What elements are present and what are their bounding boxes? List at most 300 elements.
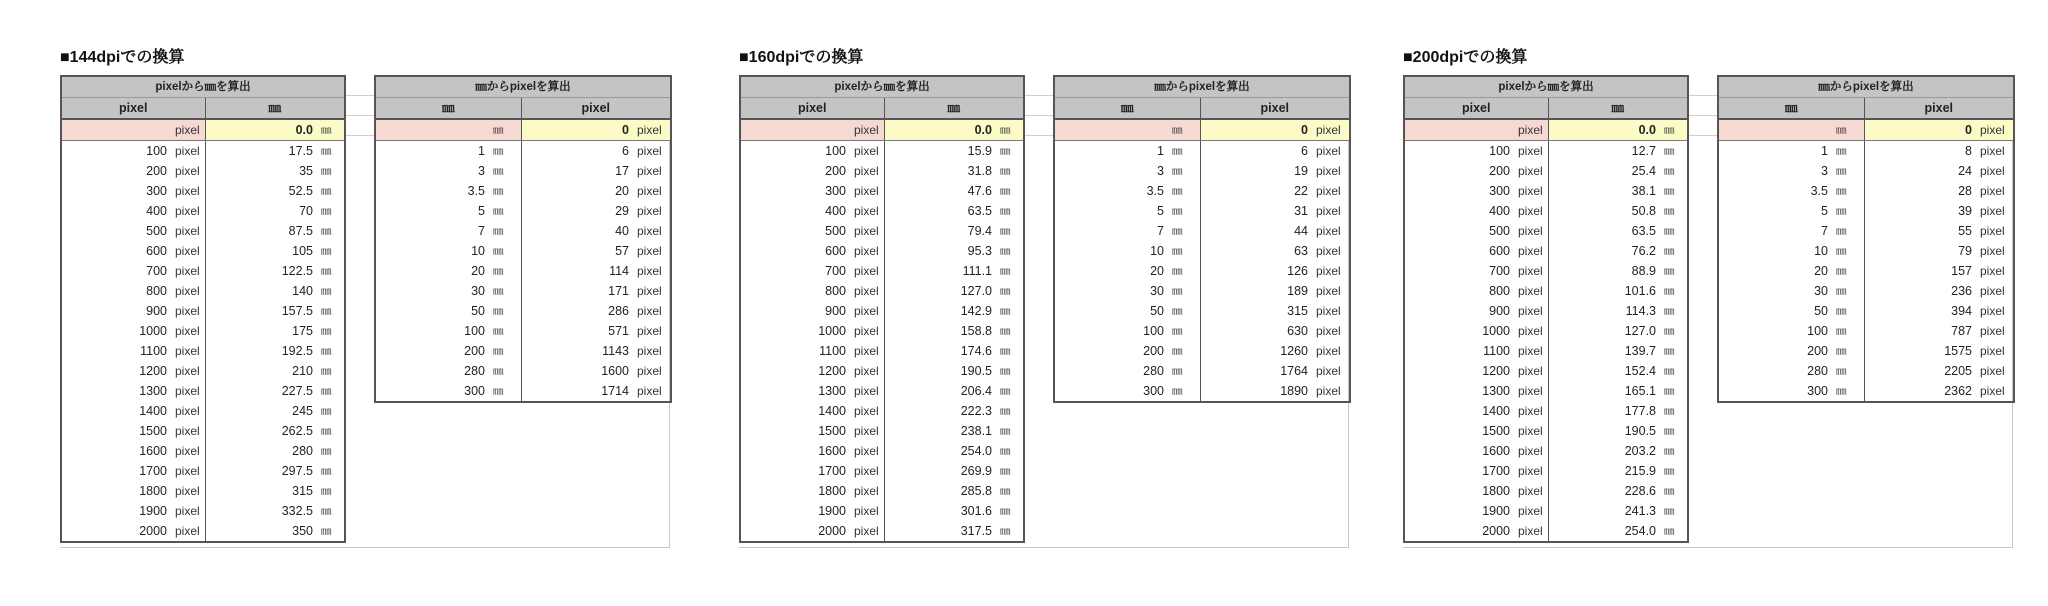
pixel-value: 24 [1958, 164, 1972, 178]
table-row [1718, 361, 2014, 381]
mm-value: 50.8 [1631, 204, 1656, 218]
unit-label: pixel [850, 481, 884, 501]
mm-value: 50 [471, 304, 485, 318]
mm-to-pixel-header: ㎜からpixelを算出 [1718, 76, 2014, 98]
mm-value: 241.3 [1624, 504, 1656, 518]
table-row [1718, 241, 2014, 261]
unit-label: pixel [850, 241, 884, 261]
table-row [375, 381, 671, 402]
mm-value: 140 [292, 284, 313, 298]
unit-label: pixel [1514, 161, 1548, 181]
pixel-value: 700 [1489, 264, 1510, 278]
unit-label: ㎜ [1660, 119, 1688, 141]
mm-value: 3 [1821, 164, 1828, 178]
pixel-value: 787 [1951, 324, 1972, 338]
unit-label: pixel [637, 384, 662, 398]
pixel-value: 1900 [1482, 504, 1510, 518]
table-row [1054, 241, 1350, 261]
table-row [1054, 201, 1350, 221]
table-row [1404, 421, 1688, 441]
pixel-value: 8 [1965, 144, 1972, 158]
unit-label: pixel [171, 381, 205, 401]
pixel-value: 1300 [818, 384, 846, 398]
mm-value: 238.1 [960, 424, 992, 438]
unit-label: ㎜ [1832, 341, 1864, 361]
section-title: ■200dpiでの換算 [1403, 49, 1528, 66]
unit-label: pixel [1514, 261, 1548, 281]
unit-label: ㎜ [1000, 165, 1011, 177]
mm-value: 206.4 [960, 384, 992, 398]
input-row [1054, 119, 1350, 141]
grid-line [1023, 95, 1053, 96]
pixel-result-cell: 0 [521, 119, 633, 141]
unit-label: ㎜ [1832, 301, 1864, 321]
mm-value: 7 [478, 224, 485, 238]
unit-label: ㎜ [1664, 505, 1675, 517]
grid-line [1023, 115, 1053, 116]
pixel-value: 1900 [818, 504, 846, 518]
mm-value: 317.5 [960, 524, 992, 538]
pixel-value: 800 [1489, 284, 1510, 298]
table-row [1054, 181, 1350, 201]
unit-label: ㎜ [1000, 225, 1011, 237]
unit-label: ㎜ [1000, 405, 1011, 417]
pixel-value: 1800 [139, 484, 167, 498]
table-row [1404, 321, 1688, 341]
unit-label: pixel [850, 221, 884, 241]
mm-value: 285.8 [960, 484, 992, 498]
col-header-pixel: pixel [1864, 98, 2014, 120]
unit-label: pixel [171, 421, 205, 441]
table-row [1404, 301, 1688, 321]
unit-label: pixel [171, 221, 205, 241]
mm-value: 222.3 [960, 404, 992, 418]
unit-label: pixel [1980, 144, 2005, 158]
unit-label: pixel [1316, 264, 1341, 278]
unit-label: ㎜ [1168, 261, 1200, 281]
mm-value: 10 [471, 244, 485, 258]
unit-label: pixel [850, 381, 884, 401]
pixel-value: 1700 [818, 464, 846, 478]
table-row [1404, 161, 1688, 181]
unit-label: pixel [637, 304, 662, 318]
unit-label: ㎜ [489, 361, 521, 381]
pixel-value: 394 [1951, 304, 1972, 318]
table-row [1404, 381, 1688, 401]
pixel-value: 700 [825, 264, 846, 278]
unit-label: ㎜ [489, 321, 521, 341]
table-row [740, 421, 1024, 441]
unit-label: pixel [171, 301, 205, 321]
table-row [1404, 501, 1688, 521]
mm-value: 315 [292, 484, 313, 498]
pixel-input-cell[interactable] [61, 119, 171, 141]
unit-label: ㎜ [1664, 385, 1675, 397]
unit-label: ㎜ [321, 305, 332, 317]
pixel-input-cell[interactable] [1404, 119, 1514, 141]
pixel-value: 500 [146, 224, 167, 238]
pixel-value: 1700 [139, 464, 167, 478]
input-row [1718, 119, 2014, 141]
mm-value: 210 [292, 364, 313, 378]
unit-label: pixel [1980, 264, 2005, 278]
unit-label: pixel [1514, 421, 1548, 441]
table-row [740, 281, 1024, 301]
table-row [61, 341, 345, 361]
unit-label: ㎜ [1168, 301, 1200, 321]
mm-input-cell[interactable] [1718, 119, 1832, 141]
mm-value: 7 [1157, 224, 1164, 238]
pixel-value: 1260 [1280, 344, 1308, 358]
pixel-value: 28 [1958, 184, 1972, 198]
table-row [61, 361, 345, 381]
pixel-value: 63 [1294, 244, 1308, 258]
mm-value: 127.0 [1624, 324, 1656, 338]
pixel-value: 1500 [818, 424, 846, 438]
table-row [1054, 301, 1350, 321]
unit-label: pixel [850, 441, 884, 461]
pixel-value: 55 [1958, 224, 1972, 238]
mm-value: 142.9 [960, 304, 992, 318]
mm-value: 190.5 [960, 364, 992, 378]
unit-label: pixel [171, 241, 205, 261]
table-row [740, 261, 1024, 281]
pixel-value: 1200 [818, 364, 846, 378]
mm-value: 1 [1157, 144, 1164, 158]
unit-label: pixel [1316, 344, 1341, 358]
mm-value: 20 [1814, 264, 1828, 278]
pixel-value: 200 [146, 164, 167, 178]
table-row [1054, 221, 1350, 241]
table-row [61, 161, 345, 181]
unit-label: pixel [1980, 224, 2005, 238]
table-row [61, 201, 345, 221]
unit-label: pixel [1514, 201, 1548, 221]
table-row [61, 301, 345, 321]
mm-value: 192.5 [281, 344, 313, 358]
unit-label: ㎜ [1000, 145, 1011, 157]
pixel-value: 800 [825, 284, 846, 298]
mm-value: 79.4 [967, 224, 992, 238]
table-row [1718, 221, 2014, 241]
mm-value: 10 [1150, 244, 1164, 258]
table-row [61, 221, 345, 241]
unit-label: ㎜ [1832, 119, 1864, 141]
unit-label: ㎜ [489, 201, 521, 221]
table-row [740, 401, 1024, 421]
unit-label: pixel [171, 521, 205, 542]
unit-label: pixel [1316, 384, 1341, 398]
mm-value: 12.7 [1631, 144, 1656, 158]
mm-value: 5 [478, 204, 485, 218]
grid-line [344, 115, 374, 116]
pixel-value: 1900 [139, 504, 167, 518]
unit-label: ㎜ [321, 325, 332, 337]
table-row [61, 321, 345, 341]
pixel-value: 2205 [1944, 364, 1972, 378]
pixel-value: 400 [146, 204, 167, 218]
unit-label: pixel [1514, 141, 1548, 162]
unit-label: ㎜ [317, 119, 345, 141]
pixel-value: 1000 [1482, 324, 1510, 338]
unit-label: ㎜ [321, 245, 332, 257]
unit-label: pixel [850, 401, 884, 421]
unit-label: ㎜ [996, 119, 1024, 141]
unit-label: ㎜ [1000, 385, 1011, 397]
unit-label: pixel [850, 201, 884, 221]
table-row [61, 181, 345, 201]
mm-value: 3.5 [467, 184, 485, 198]
pixel-value: 44 [1294, 224, 1308, 238]
pixel-value: 171 [608, 284, 629, 298]
unit-label: pixel [637, 144, 662, 158]
unit-label: ㎜ [1000, 525, 1011, 537]
unit-label: pixel [637, 344, 662, 358]
unit-label: pixel [171, 461, 205, 481]
pixel-value: 1300 [139, 384, 167, 398]
table-row [1718, 161, 2014, 181]
mm-value: 203.2 [1624, 444, 1656, 458]
table-row [1718, 281, 2014, 301]
table-row [375, 141, 671, 162]
unit-label: ㎜ [1832, 181, 1864, 201]
pixel-value: 20 [615, 184, 629, 198]
unit-label: pixel [1316, 184, 1341, 198]
unit-label: ㎜ [1664, 265, 1675, 277]
unit-label: ㎜ [321, 205, 332, 217]
unit-label: ㎜ [1000, 485, 1011, 497]
unit-label: pixel [171, 481, 205, 501]
unit-label: pixel [1514, 441, 1548, 461]
mm-value: 76.2 [1631, 244, 1656, 258]
mm-value: 88.9 [1631, 264, 1656, 278]
mm-result-cell: 0.0 [205, 119, 317, 141]
table-row [375, 201, 671, 221]
unit-label: ㎜ [1000, 505, 1011, 517]
mm-value: 127.0 [960, 284, 992, 298]
table-row [1404, 281, 1688, 301]
unit-label: ㎜ [1832, 161, 1864, 181]
mm-value: 200 [1143, 344, 1164, 358]
unit-label: pixel [1980, 284, 2005, 298]
unit-label: pixel [637, 264, 662, 278]
mm-value: 245 [292, 404, 313, 418]
section-title: ■144dpiでの換算 [60, 49, 185, 66]
table-row [1404, 461, 1688, 481]
unit-label: ㎜ [321, 425, 332, 437]
pixel-value: 126 [1287, 264, 1308, 278]
table-row [1404, 401, 1688, 421]
pixel-value: 1890 [1280, 384, 1308, 398]
mm-value: 105 [292, 244, 313, 258]
pixel-value: 900 [146, 304, 167, 318]
unit-label: ㎜ [1664, 205, 1675, 217]
unit-label: pixel [850, 119, 884, 141]
pixel-value: 100 [1489, 144, 1510, 158]
table-row [740, 321, 1024, 341]
mm-value: 227.5 [281, 384, 313, 398]
col-header-mm: ㎜ [884, 98, 1024, 120]
pixel-value: 1400 [139, 404, 167, 418]
pixel-value: 1800 [818, 484, 846, 498]
unit-label: ㎜ [1664, 225, 1675, 237]
mm-value: 10 [1814, 244, 1828, 258]
mm-input-cell[interactable] [375, 119, 489, 141]
unit-label: ㎜ [1168, 119, 1200, 141]
unit-label: pixel [171, 201, 205, 221]
pixel-value: 1700 [1482, 464, 1510, 478]
pixel-value: 286 [608, 304, 629, 318]
unit-label: ㎜ [1000, 365, 1011, 377]
pixel-value: 400 [825, 204, 846, 218]
unit-label: pixel [637, 284, 662, 298]
unit-label: ㎜ [1000, 465, 1011, 477]
unit-label: pixel [1514, 341, 1548, 361]
table-row [61, 421, 345, 441]
mm-input-cell[interactable] [1054, 119, 1168, 141]
pixel-value: 500 [1489, 224, 1510, 238]
unit-label: pixel [1980, 324, 2005, 338]
unit-label: pixel [171, 161, 205, 181]
col-header-pixel: pixel [1200, 98, 1350, 120]
mm-value: 228.6 [1624, 484, 1656, 498]
unit-label: pixel [1316, 304, 1341, 318]
pixel-value: 1600 [1482, 444, 1510, 458]
dpi-section-144 [60, 46, 670, 548]
unit-label: ㎜ [321, 485, 332, 497]
mm-value: 177.8 [1624, 404, 1656, 418]
mm-value: 3.5 [1810, 184, 1828, 198]
pixel-value: 1400 [1482, 404, 1510, 418]
table-row [1054, 281, 1350, 301]
pixel-value: 1000 [818, 324, 846, 338]
unit-label: pixel [1980, 204, 2005, 218]
unit-label: ㎜ [1832, 221, 1864, 241]
pixel-value: 1600 [601, 364, 629, 378]
table-row [740, 381, 1024, 401]
table-row [740, 221, 1024, 241]
table-row [1054, 141, 1350, 162]
table-row [1718, 201, 2014, 221]
unit-label: pixel [1316, 244, 1341, 258]
unit-label: ㎜ [1664, 185, 1675, 197]
col-header-pixel: pixel [61, 98, 205, 120]
pixel-value: 157 [1951, 264, 1972, 278]
grid-line [1687, 115, 1717, 116]
input-row [1404, 119, 1688, 141]
pixel-value: 236 [1951, 284, 1972, 298]
unit-label: ㎜ [1168, 141, 1200, 162]
grid-line [1023, 135, 1053, 136]
unit-label: pixel [637, 184, 662, 198]
unit-label: ㎜ [1664, 245, 1675, 257]
table-row [61, 261, 345, 281]
unit-label: ㎜ [1832, 381, 1864, 402]
unit-label: pixel [171, 261, 205, 281]
mm-value: 157.5 [281, 304, 313, 318]
unit-label: pixel [1316, 164, 1341, 178]
table-row [1718, 381, 2014, 402]
pixel-value: 1200 [139, 364, 167, 378]
unit-label: ㎜ [1000, 265, 1011, 277]
table-row [375, 301, 671, 321]
unit-label: pixel [850, 321, 884, 341]
unit-label: pixel [1514, 119, 1548, 141]
unit-label: ㎜ [489, 381, 521, 402]
unit-label: pixel [850, 261, 884, 281]
dpi-section-200 [1403, 46, 2013, 548]
mm-value: 1 [478, 144, 485, 158]
unit-label: pixel [1316, 364, 1341, 378]
col-header-mm: ㎜ [1548, 98, 1688, 120]
unit-label: ㎜ [321, 185, 332, 197]
table-row [1404, 481, 1688, 501]
pixel-to-mm-table [1403, 75, 1689, 543]
mm-value: 3 [1157, 164, 1164, 178]
pixel-value: 1714 [601, 384, 629, 398]
pixel-value: 1764 [1280, 364, 1308, 378]
table-row [1404, 221, 1688, 241]
unit-label: ㎜ [1168, 381, 1200, 402]
col-header-pixel: pixel [740, 98, 884, 120]
unit-label: ㎜ [1000, 245, 1011, 257]
mm-value: 280 [1807, 364, 1828, 378]
unit-label: ㎜ [1000, 425, 1011, 437]
pixel-result-cell: 0 [1200, 119, 1312, 141]
unit-label: ㎜ [1832, 141, 1864, 162]
pixel-to-mm-table [739, 75, 1025, 543]
mm-value: 174.6 [960, 344, 992, 358]
unit-label: ㎜ [1832, 261, 1864, 281]
mm-to-pixel-header: ㎜からpixelを算出 [375, 76, 671, 98]
table-row [740, 361, 1024, 381]
table-row [740, 201, 1024, 221]
unit-label: ㎜ [1000, 305, 1011, 317]
mm-value: 70 [299, 204, 313, 218]
unit-label: pixel [171, 321, 205, 341]
unit-label: pixel [637, 204, 662, 218]
pixel-value: 630 [1287, 324, 1308, 338]
pixel-value: 315 [1287, 304, 1308, 318]
unit-label: pixel [171, 341, 205, 361]
unit-label: pixel [1980, 164, 2005, 178]
pixel-value: 79 [1958, 244, 1972, 258]
mm-value: 280 [464, 364, 485, 378]
unit-label: pixel [171, 501, 205, 521]
pixel-input-cell[interactable] [740, 119, 850, 141]
mm-value: 152.4 [1624, 364, 1656, 378]
pixel-value: 39 [1958, 204, 1972, 218]
mm-value: 332.5 [281, 504, 313, 518]
mm-value: 114.3 [1625, 304, 1656, 318]
mm-value: 280 [292, 444, 313, 458]
pixel-value: 1300 [1482, 384, 1510, 398]
mm-value: 254.0 [960, 444, 992, 458]
pixel-value: 300 [1489, 184, 1510, 198]
unit-label: pixel [633, 119, 671, 141]
mm-value: 158.8 [960, 324, 992, 338]
unit-label: pixel [171, 441, 205, 461]
table-row [740, 501, 1024, 521]
mm-value: 3 [478, 164, 485, 178]
unit-label: ㎜ [1168, 341, 1200, 361]
mm-value: 52.5 [288, 184, 313, 198]
unit-label: ㎜ [489, 261, 521, 281]
unit-label: ㎜ [1832, 241, 1864, 261]
table-row [1718, 301, 2014, 321]
unit-label: pixel [1316, 324, 1341, 338]
col-header-pixel: pixel [521, 98, 671, 120]
